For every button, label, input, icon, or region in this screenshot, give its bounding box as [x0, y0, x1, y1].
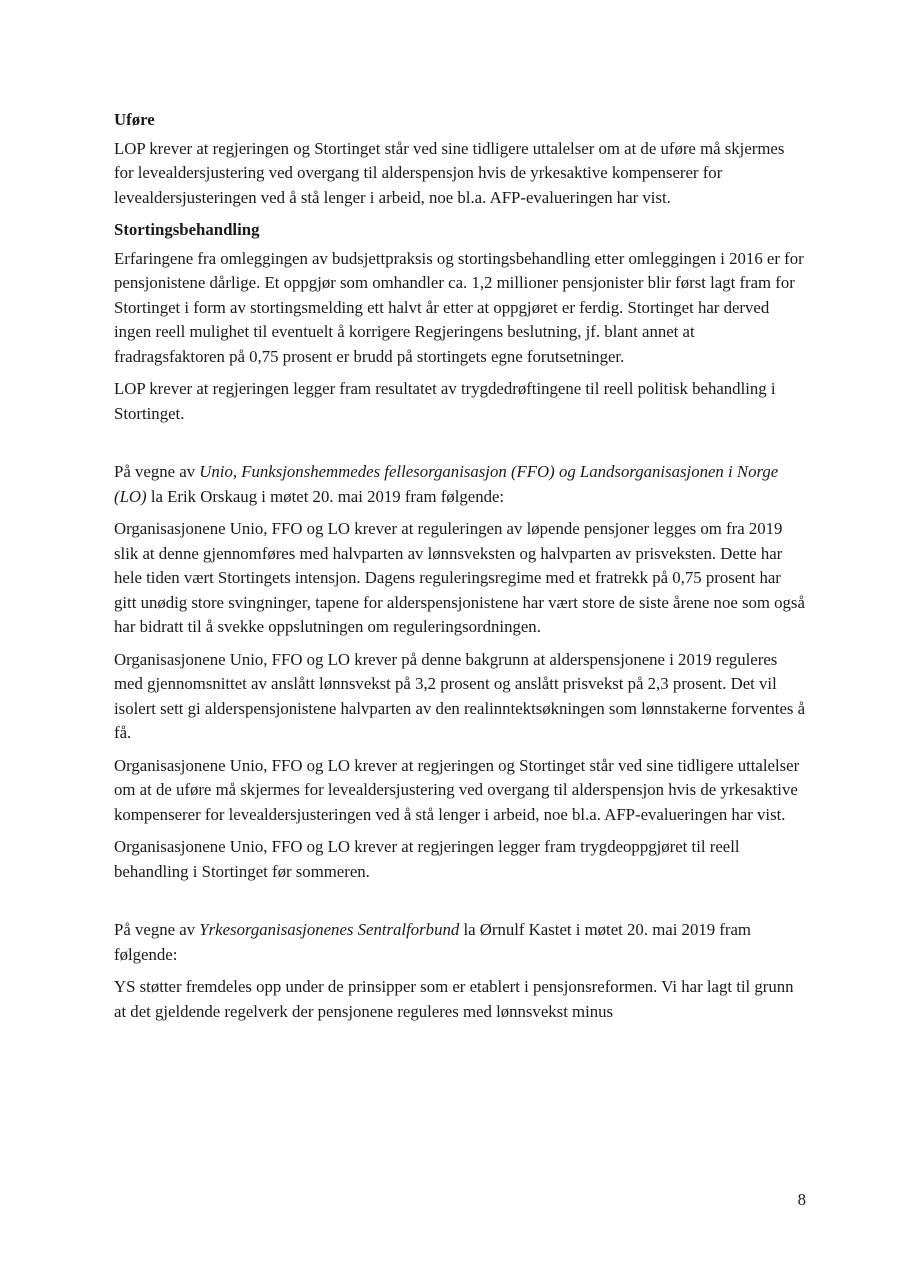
intro-unio-suffix: la Erik Orskaug i møtet 20. mai 2019 fram følgende: — [146, 486, 505, 506]
paragraph-unio-3: Organisasjonene Unio, FFO og LO krever at regjeringen og Stortinget står ved sine tidligere uttalelser om at de uføre må skjermes for levealdersjustering ved overgang til alderspensjon hvis de yrkesaktive kompenserer for levealdersjusteringen ved å stå lenger i arbeid, noe bl.a. AFP-evalueringen har vist. — [114, 755, 800, 824]
paragraph-ufore: LOP krever at regjeringen og Stortinget står ved sine tidligere uttalelser om at de uføre må skjermes for levealdersjustering ved overgang til alderspensjon hvis de yrkesaktive kompenserer for levealdersjusteringen ved å stå lenger i arbeid, noe bl.a. AFP-evalueringen har vist. — [114, 138, 785, 207]
paragraph-unio-2: Organisasjonene Unio, FFO og LO krever på denne bakgrunn at alderspensjonene i 2019 reguleres med gjennomsnittet av anslått lønnsvekst på 3,2 prosent og anslått prisvekst på 2,3 prosent. Det vil isolert sett gi alderspensjonistene halvparten av den realinntektsøkningen som lønnstakerne forventes å få. — [114, 649, 806, 742]
paragraph-ys-1: YS støtter fremdeles opp under de prinsipper som er etablert i pensjonsreformen. Vi har lagt til grunn at det gjeldende regelverk der pensjonene reguleres med lønnsvekst minus — [114, 977, 794, 1021]
intro-ys-org: Yrkesorganisasjonenes Sentralforbund — [199, 920, 460, 939]
intro-ys-prefix: På vegne av — [114, 920, 200, 939]
paragraph-unio-1: Organisasjonene Unio, FFO og LO krever at reguleringen av løpende pensjoner legges om fra 2019 slik at denne gjennomføres med halvparten av lønnsveksten og halvparten av prisveksten. Dette har hele tiden vært Stortingets intensjon. Dagens reguleringsregime med et fratrekk på 0,75 prosent har gitt unødig store svingninger, tapene for alderspensjonistene har vært store de siste årene noe som også har bidratt til å svekke oppslutningen om reguleringsordningen. — [114, 519, 805, 636]
page-number: 8 — [797, 1190, 806, 1209]
intro-unio — [114, 460, 806, 509]
intro-ys-suffix: la Ørnulf Kastet i møtet 20. mai 2019 fram følgende: — [114, 920, 751, 964]
paragraph-stortingsbehandling-1: Erfaringene fra omleggingen av budsjettpraksis og stortingsbehandling etter omleggingen i 2016 er for pensjonistene dårlige. Et oppgjør som omhandler ca. 1,2 millioner pensjonister blir først lagt fram for Stortinget i form av stortingsmelding ett halvt år etter at oppgjøret er ferdig. Stortinget har derved ingen reell mulighet til eventuelt å korrigere Regjeringens beslutning, jf. blant annet at fradragsfaktoren på 0,75 prosent er brudd på stortingets egne forutsetninger. — [114, 248, 804, 366]
section-spacer — [114, 434, 806, 460]
section-spacer — [114, 892, 806, 918]
heading-stortingsbehandling: Stortingsbehandling — [114, 220, 260, 239]
intro-unio-orgs: Unio, Funksjonshemmedes fellesorganisasjon (FFO) og Landsorganisasjonen i Norge (LO) — [114, 462, 779, 506]
intro-ys — [114, 918, 806, 967]
paragraph-stortingsbehandling-2: LOP krever at regjeringen legger fram resultatet av trygdedrøftingene til reell politisk behandling i Stortinget. — [114, 379, 776, 423]
heading-ufore: Uføre — [114, 110, 155, 129]
document-page — [114, 108, 806, 1032]
paragraph-unio-4: Organisasjonene Unio, FFO og LO krever at regjeringen legger fram trygdeoppgjøret til reell behandling i Stortinget før sommeren. — [114, 837, 740, 881]
intro-unio-prefix: På vegne av — [114, 462, 200, 481]
